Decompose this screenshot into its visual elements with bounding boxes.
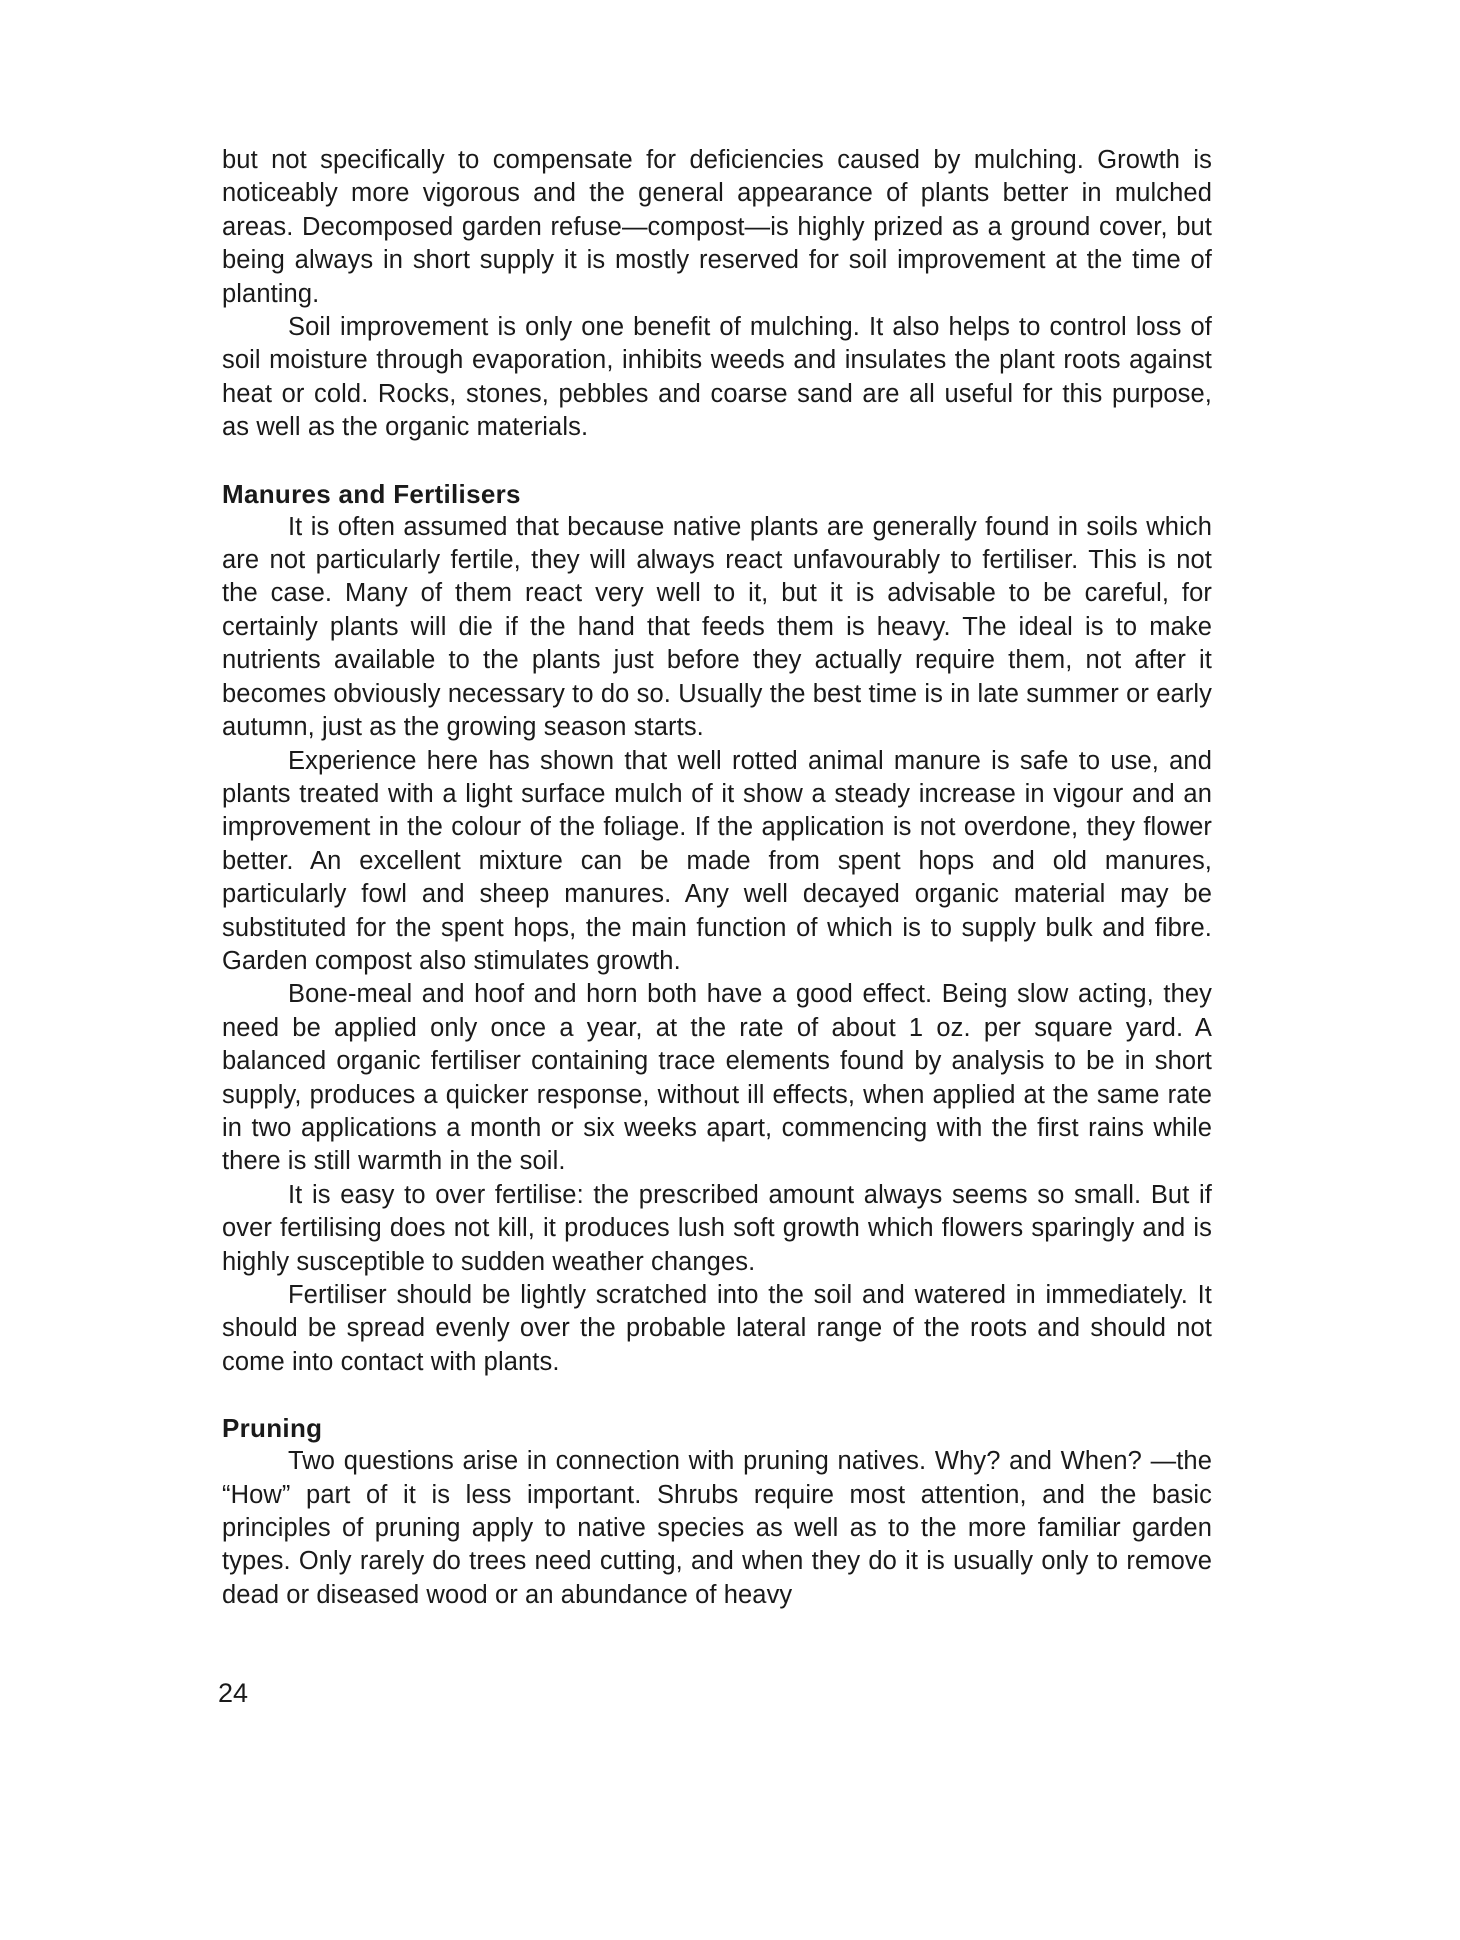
body-paragraph: Experience here has shown that well rotted animal manure is safe to use, and plants treated with a light surface mulch of it show a steady increase in vigour and an improvement in the colour of the foliage. If the application is not overdone, they flower better. An excellent mixture can be made from spent hops and old manures, particularly fowl and sheep manures. Any well decayed organic material may be substituted for the spent hops, the main function of which is to supply bulk and fibre. Garden compost also stimulates growth. (222, 746, 1212, 975)
page-body (222, 144, 1212, 1612)
page-number: 24 (218, 1678, 249, 1708)
section-spacer (222, 445, 1212, 477)
body-paragraph: but not specifically to compensate for deficiencies caused by mulching. Growth is noticeably more vigorous and the general appearance of plants better in mulched areas. Decomposed garden refuse—compost—is highly prized as a ground cover, but being always in short supply it is mostly reserved for soil improvement at the time of planting. (222, 146, 1212, 308)
section-heading-pruning: Pruning (222, 1413, 323, 1444)
body-paragraph: Bone-meal and hoof and horn both have a good effect. Being slow acting, they need be applied only once a year, at the rate of about 1 oz. per square yard. A balanced organic fertiliser containing trace elements found by analysis to be in short supply, produces a quicker response, without ill effects, when applied at the same rate in two applications a month or six weeks apart, commencing with the first rains while there is still warmth in the soil. (222, 980, 1212, 1176)
body-paragraph: Soil improvement is only one benefit of mulching. It also helps to control loss of soil moisture through evaporation, inhibits weeds and insulates the plant roots against heat or cold. Rocks, stones, pebbles and coarse sand are all useful for this purpose, as well as the organic materials. (222, 313, 1212, 442)
section-spacer (222, 1379, 1212, 1411)
body-paragraph: It is often assumed that because native plants are generally found in soils which are not particularly fertile, they will always react unfavourably to fertiliser. This is not the case. Many of them react very well to it, but it is advisable to be careful, for certainly plants will die if the hand that feeds them is heavy. The ideal is to make nutrients available to the plants just before they actually require them, not after it becomes obviously necessary to do so. Usually the best time is in late summer or early autumn, just as the growing season starts. (222, 512, 1212, 742)
section-heading-manures: Manures and Fertilisers (222, 478, 521, 509)
body-paragraph: Fertiliser should be lightly scratched into the soil and watered in immediately. It should be spread evenly over the probable lateral range of the roots and should not come into contact with plants. (222, 1281, 1212, 1376)
body-paragraph: Two questions arise in connection with pruning natives. Why? and When? —the “How” part of it is less important. Shrubs require most attention, and the basic principles of pruning apply to native species as well as to the more familiar garden types. Only rarely do trees need cutting, and when they do it is usually only to remove dead or diseased wood or an abundance of heavy (222, 1447, 1212, 1609)
body-paragraph: It is easy to over fertilise: the prescribed amount always seems so small. But if over fertilising does not kill, it produces lush soft growth which flowers sparingly and is highly susceptible to sudden weather changes. (222, 1180, 1212, 1276)
